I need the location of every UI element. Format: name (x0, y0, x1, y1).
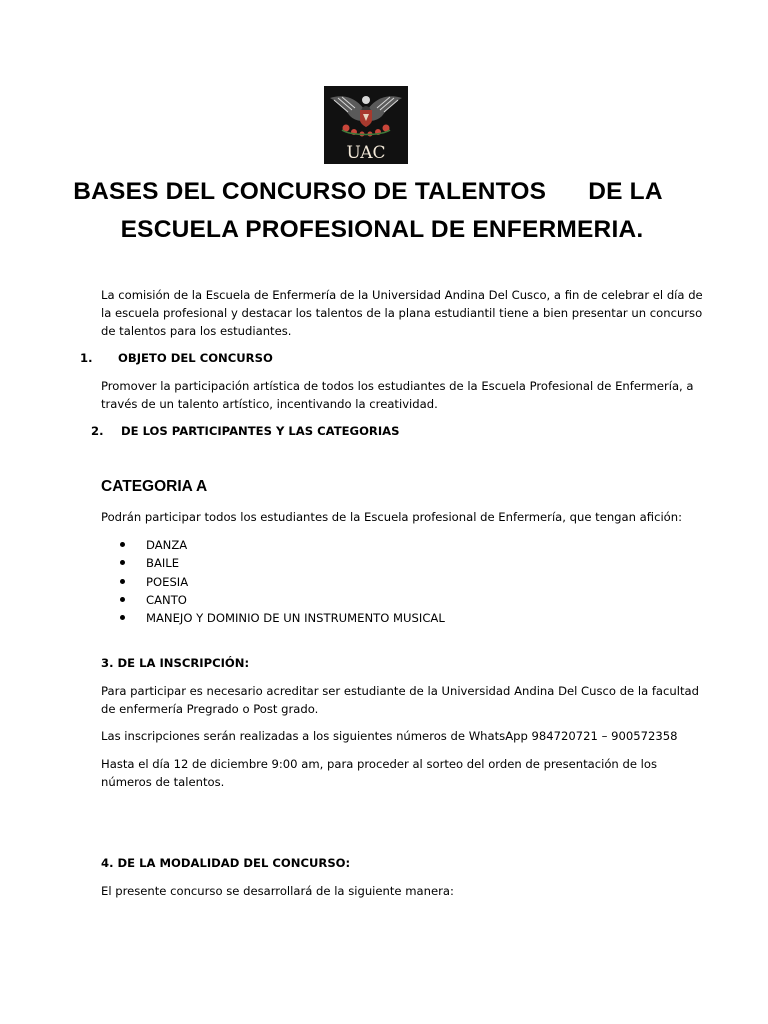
category-a-list (120, 536, 445, 627)
section-1-number: 1. (80, 351, 93, 365)
logo-text: UAC (346, 143, 386, 163)
uac-emblem-icon (324, 86, 408, 164)
bullet-icon (120, 615, 125, 620)
intro-paragraph: La comisión de la Escuela de Enfermería de la Universidad Andina Del Cusco, a fin de celebrar el día de la escuela profesional y destacar los talentos de la plana estudiantil tiene a bien presentar un concurso de talentos para los estudiantes. (101, 288, 703, 338)
section-2-number: 2. (91, 424, 104, 438)
list-item: BAILE (120, 554, 445, 572)
section-2-title: DE LOS PARTICIPANTES Y LAS CATEGORIAS (121, 424, 400, 438)
section-4-text: El presente concurso se desarrollará de la siguiente manera: (101, 884, 454, 898)
list-item: DANZA (120, 536, 445, 554)
section-3-paragraph-3: Hasta el día 12 de diciembre 9:00 am, para proceder al sorteo del orden de presentación de los números de talentos. (101, 757, 657, 789)
section-3-paragraph-2: Las inscripciones serán realizadas a los siguientes números de WhatsApp 984720721 – 900572358 (101, 729, 678, 743)
section-1-text: Promover la participación artística de todos los estudiantes de la Escuela Profesional de Enfermería, a través de un talento artístico, incentivando la creatividad. (101, 379, 694, 411)
section-1-title: OBJETO DEL CONCURSO (118, 351, 273, 365)
section-4-heading: 4. DE LA MODALIDAD DEL CONCURSO: (101, 856, 351, 870)
document-title-line-2: ESCUELA PROFESIONAL DE ENFERMERIA. (120, 216, 644, 243)
uac-logo (324, 86, 408, 164)
bullet-icon (120, 597, 125, 602)
section-3-paragraph-1: Para participar es necesario acreditar ser estudiante de la Universidad Andina Del Cusco de la facultad de enfermería Pregrado o Post grado. (101, 684, 699, 716)
list-item: CANTO (120, 591, 445, 609)
section-2-heading (91, 422, 400, 440)
category-a-heading: CATEGORIA A (101, 478, 208, 495)
bullet-icon (120, 579, 125, 584)
document-title-line-1: BASES DEL CONCURSO DE TALENTOS DE LA (73, 178, 663, 205)
section-1-heading (80, 349, 273, 367)
section-3-heading: 3. DE LA INSCRIPCIÓN: (101, 656, 250, 670)
category-a-text: Podrán participar todos los estudiantes de la Escuela profesional de Enfermería, que tengan afición: (101, 510, 683, 524)
bullet-icon (120, 560, 125, 565)
bullet-icon (120, 542, 125, 547)
list-item: MANEJO Y DOMINIO DE UN INSTRUMENTO MUSICAL (120, 609, 445, 627)
list-item: POESIA (120, 573, 445, 591)
